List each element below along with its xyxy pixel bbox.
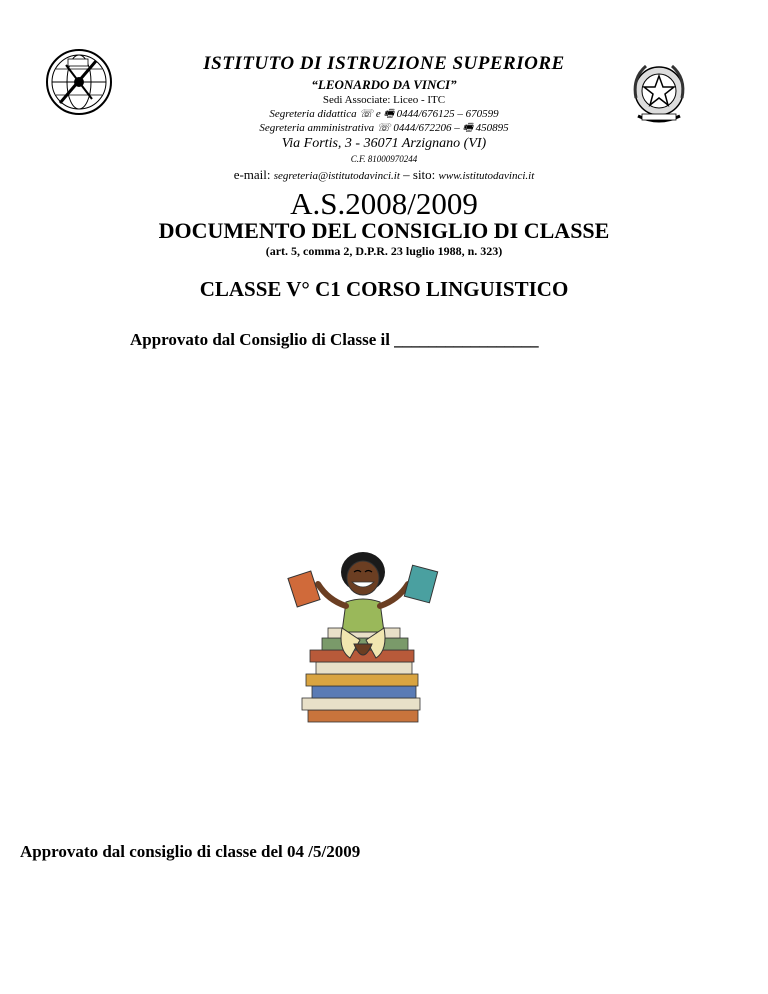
- approval-line: Approvato dal Consiglio di Classe il _________________: [130, 330, 539, 349]
- woman-with-books-clipart: [278, 540, 448, 730]
- site-separator: – sito:: [399, 167, 439, 182]
- didactic-office-contacts: Segreteria didattica ☏ e 🖷 0444/676125 – 670599: [269, 108, 499, 120]
- book-pile: [302, 628, 420, 722]
- contact-line: [0, 166, 768, 185]
- associated-sites: Sedi Associate: Liceo - ITC: [322, 94, 446, 106]
- site-link[interactable]: www.istitutodavinci.it: [438, 170, 535, 182]
- institute-name: ISTITUTO DI ISTRUZIONE SUPERIORE: [203, 53, 565, 74]
- approval-date-line: Approvato dal consiglio di classe del 04 /5/2009: [20, 842, 361, 861]
- institute-subtitle: “LEONARDO DA VINCI”: [311, 77, 457, 92]
- tax-code: C.F. 81000970244: [350, 154, 418, 164]
- admin-office-contacts: Segreteria amministrativa ☏ 0444/672206 – 🖷 450895: [259, 122, 509, 134]
- email-label: e-mail:: [233, 167, 274, 182]
- institute-address: Via Fortis, 3 - 36071 Arzignano (VI): [281, 136, 487, 151]
- school-year: A.S.2008/2009: [290, 186, 478, 221]
- letterhead: [0, 52, 768, 185]
- document-title: DOCUMENTO DEL CONSIGLIO DI CLASSE: [158, 218, 610, 243]
- email-link[interactable]: segreteria@istitutodavinci.it: [273, 170, 400, 182]
- legal-reference: (art. 5, comma 2, D.P.R. 23 luglio 1988, n. 323): [265, 244, 503, 258]
- class-title: CLASSE V° C1 CORSO LINGUISTICO: [199, 277, 569, 301]
